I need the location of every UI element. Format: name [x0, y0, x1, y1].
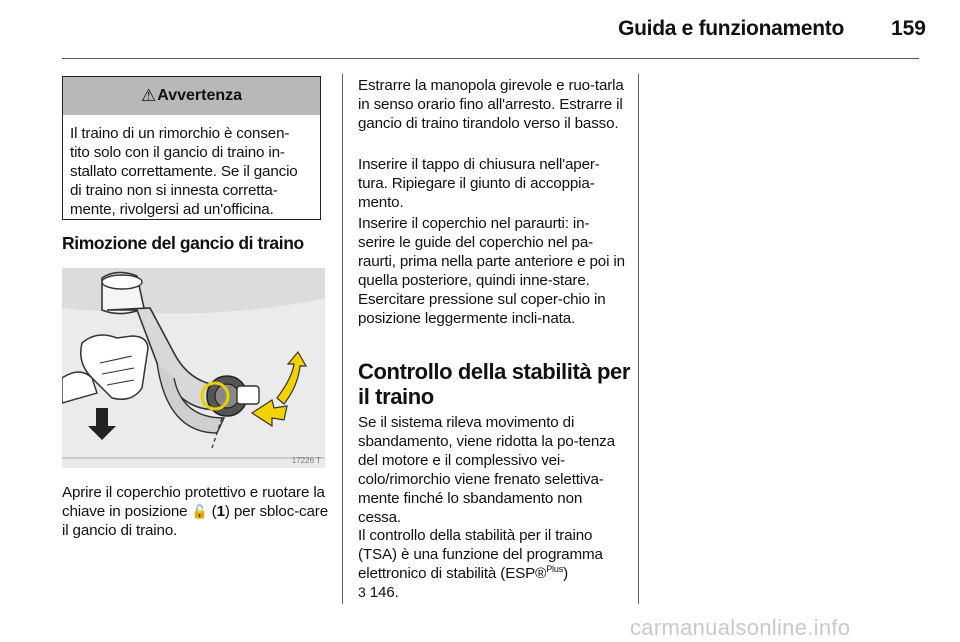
page-reference-link[interactable]: 146.: [369, 584, 399, 601]
paragraph-pull-knob: Estrarre la manopola girevole e ruo-tarla in senso orario fino all'arresto. Estrarre il gancio di traino tirandolo verso il basso.: [358, 77, 624, 132]
tow-hook-drawing: [62, 268, 325, 468]
watermark: carmanualsonline.info: [630, 615, 851, 640]
page-header-title: Guida e funzionamento: [618, 17, 844, 40]
paragraph-tsa: [358, 526, 628, 602]
warning-box: [62, 76, 321, 220]
warning-triangle-icon: ⚠: [140, 86, 157, 105]
tow-hook-illustration: [62, 268, 325, 468]
caption-text-before: Aprire il coperchio protettivo e ruotare la chiave in posizione: [62, 484, 325, 520]
section-heading-removal: Rimozione del gancio di traino: [62, 233, 304, 253]
warning-line: Il traino di un rimorchio è consen-: [70, 125, 290, 142]
paragraph-insert-cover: Inserire il coperchio nel paraurti: in-serire le guide del coperchio nel pa-raurti, prima nella parte anteriore e poi in quella posteriore, quindi inne-stare. Esercitare pressione sul coper-chio in posizione leggermente incli-nata.: [358, 215, 625, 327]
warning-title: Avvertenza: [157, 87, 243, 104]
column-divider-1: [342, 74, 343, 604]
figure-number: 17226 T: [291, 456, 321, 465]
warning-line: tito solo con il gancio di traino in-: [70, 144, 285, 161]
figure-caption: [62, 483, 332, 540]
page-number: 159: [890, 17, 926, 40]
caption-text-after: ) per sbloc-care il gancio di traino.: [62, 503, 328, 539]
paragraph-stability-description: Se il sistema rileva movimento di sbandamento, viene ridotta la po-tenza del motore e il complessivo vei-colo/rimorchio viene frenato selettiva-mente finché lo sbandamento non cessa.: [358, 414, 615, 526]
section-heading-stability: Controllo della stabilità per il traino: [358, 359, 630, 409]
tsa-text: Il controllo della stabilità per il traino (TSA) è una funzione del programma elettronico di stabilità (ESP®: [358, 527, 603, 582]
esp-plus-superscript: Plus: [546, 563, 564, 574]
warning-header: [63, 77, 320, 115]
warning-line: stallato correttamente. Se il gancio: [70, 163, 298, 180]
warning-text: [63, 115, 320, 219]
tsa-close: ): [563, 565, 569, 582]
warning-line: di traino non si innesta corretta-: [70, 182, 278, 199]
header-rule: [62, 58, 919, 59]
unlocked-padlock-icon: 🔓: [191, 504, 208, 519]
caption-open-paren: (: [207, 503, 217, 520]
paragraph-insert-plug: Inserire il tappo di chiusura nell'aper-tura. Ripiegare il giunto di accoppia-mento.: [358, 156, 600, 211]
page-reference-arrow-icon: 3: [358, 584, 366, 600]
caption-number: 1: [216, 503, 225, 520]
column-divider-2: [638, 74, 639, 604]
warning-line: mente, rivolgersi ad un'officina.: [70, 201, 274, 218]
